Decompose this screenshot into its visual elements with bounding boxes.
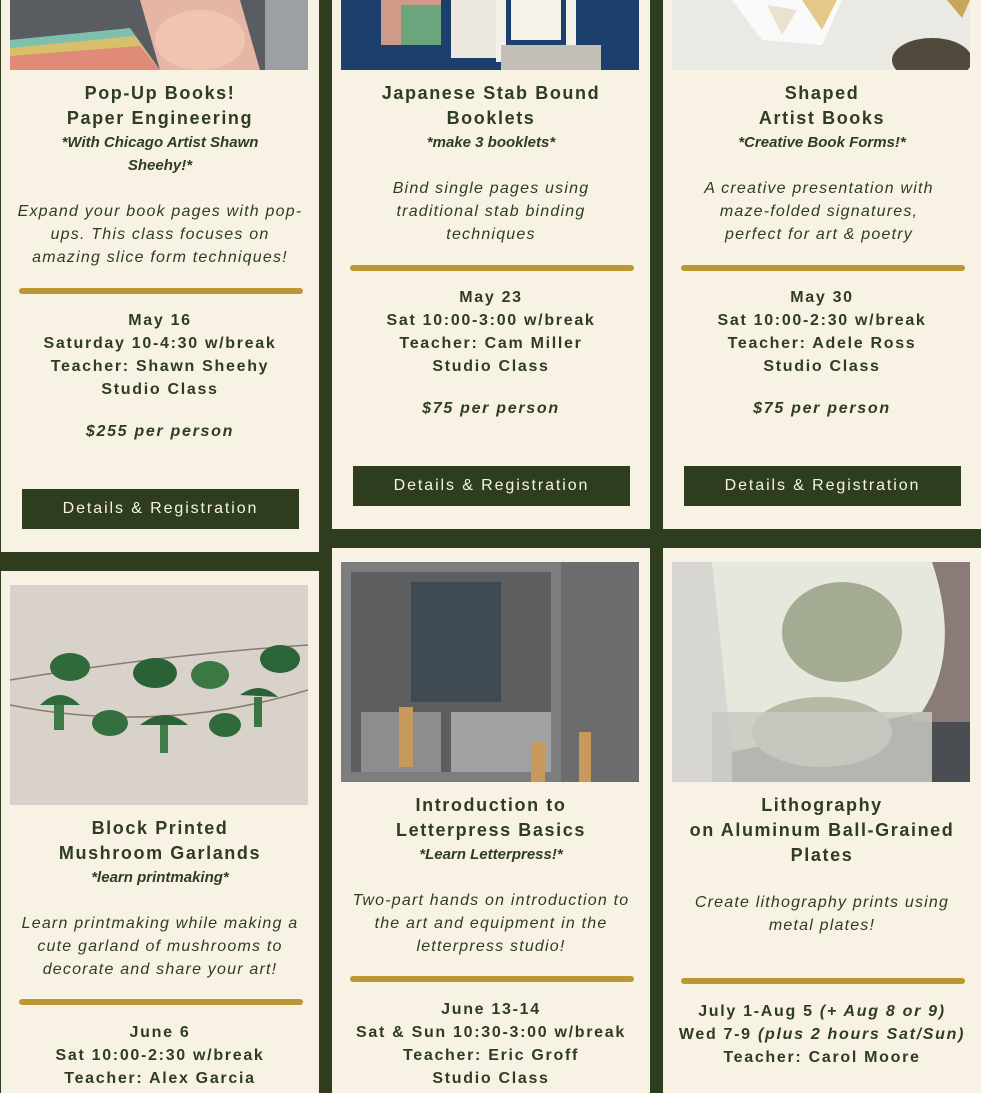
class-schedule: Wed 7-9 (plus 2 hours Sat/Sun) xyxy=(678,1026,966,1043)
class-details xyxy=(332,286,650,378)
class-card-shaped-books xyxy=(663,0,981,529)
class-type: Studio Class xyxy=(101,381,219,398)
class-photo xyxy=(341,0,639,70)
class-type: Studio Class xyxy=(432,358,550,375)
class-details xyxy=(332,998,650,1090)
class-card-letterpress xyxy=(332,548,650,1093)
class-price: $75 per person xyxy=(753,400,891,417)
class-schedule: Sat 10:00-2:30 w/break xyxy=(717,312,927,329)
class-teacher: Teacher: Carol Moore xyxy=(723,1049,921,1066)
class-subtitle: *With Chicago Artist Shawn Sheehy!* xyxy=(61,134,259,174)
class-price: $75 per person xyxy=(422,400,560,417)
class-title: Lithography on Aluminum Ball-Grained Plates xyxy=(689,795,955,865)
class-subtitle: *Learn Letterpress!* xyxy=(419,846,563,863)
class-subtitle: *learn printmaking* xyxy=(91,869,229,886)
class-date: May 30 xyxy=(790,289,854,306)
class-subtitle: *make 3 booklets* xyxy=(426,134,556,151)
class-schedule: Saturday 10-4:30 w/break xyxy=(43,335,277,352)
class-card-mushroom-garlands xyxy=(1,571,319,1093)
gold-divider xyxy=(19,288,303,294)
class-title: Block Printed Mushroom Garlands xyxy=(58,818,262,863)
class-schedule: Sat 10:00-2:30 w/break xyxy=(55,1047,265,1064)
class-photo xyxy=(10,0,308,70)
class-description: Bind single pages using traditional stab binding techniques xyxy=(392,180,590,243)
class-photo xyxy=(672,0,970,70)
gold-divider xyxy=(350,265,634,271)
class-details xyxy=(1,309,319,401)
class-teacher: Teacher: Eric Groff xyxy=(402,1047,580,1064)
class-schedule: Sat 10:00-3:00 w/break xyxy=(386,312,596,329)
details-registration-button[interactable]: Details & Registration xyxy=(353,466,630,506)
class-details xyxy=(663,286,981,378)
class-card-popup-books xyxy=(1,0,319,552)
class-title: Introduction to Letterpress Basics xyxy=(396,795,586,840)
class-date: May 16 xyxy=(128,312,192,329)
gold-divider xyxy=(19,999,303,1005)
class-photo xyxy=(672,562,970,782)
class-type: Studio Class xyxy=(432,1070,550,1087)
class-description: A creative presentation with maze-folded signatures, perfect for art & poetry xyxy=(704,180,934,243)
class-title: Shaped Artist Books xyxy=(758,83,886,128)
class-date: May 23 xyxy=(459,289,523,306)
class-description: Two-part hands on introduction to the art and equipment in the letterpress studio! xyxy=(352,892,630,955)
class-teacher: Teacher: Adele Ross xyxy=(727,335,917,352)
class-price: $255 per person xyxy=(85,423,235,440)
class-teacher: Teacher: Alex Garcia xyxy=(64,1070,256,1087)
class-photo xyxy=(10,585,308,805)
class-subtitle: *Creative Book Forms!* xyxy=(738,134,906,151)
class-description: Create lithography prints using metal plates! xyxy=(694,894,950,934)
gold-divider xyxy=(350,976,634,982)
class-type: Studio Class xyxy=(763,358,881,375)
details-registration-button[interactable]: Details & Registration xyxy=(22,489,299,529)
class-details xyxy=(663,1000,981,1069)
class-description: Learn printmaking while making a cute garland of mushrooms to decorate and share your art! xyxy=(21,915,299,978)
class-photo xyxy=(341,562,639,782)
class-teacher: Teacher: Cam Miller xyxy=(399,335,583,352)
class-date: June 6 xyxy=(129,1024,191,1041)
class-details xyxy=(1,1021,319,1090)
class-date: June 13-14 xyxy=(441,1001,541,1018)
class-teacher: Teacher: Shawn Sheehy xyxy=(50,358,270,375)
class-description: Expand your book pages with pop-ups. This class focuses on amazing slice form techniques! xyxy=(17,203,303,266)
details-registration-button[interactable]: Details & Registration xyxy=(684,466,961,506)
class-card-lithography xyxy=(663,548,981,1093)
class-date: July 1-Aug 5 (+ Aug 8 or 9) xyxy=(698,1003,946,1020)
gold-divider xyxy=(681,978,965,984)
class-title: Pop-Up Books! Paper Engineering xyxy=(66,83,254,128)
class-schedule: Sat & Sun 10:30-3:00 w/break xyxy=(356,1024,626,1041)
class-card-stab-bound xyxy=(332,0,650,529)
gold-divider xyxy=(681,265,965,271)
class-title: Japanese Stab Bound Booklets xyxy=(381,83,601,128)
